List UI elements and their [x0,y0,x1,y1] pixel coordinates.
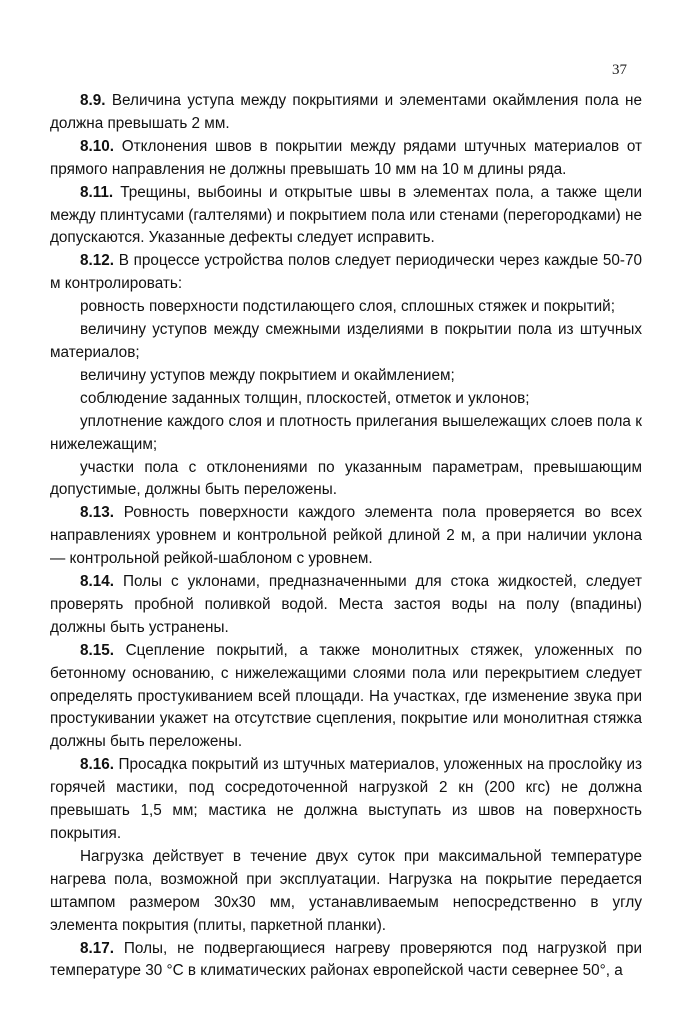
paragraph-text: участки пола с отклонениями по указанным параметрам, превышающим допустимые, должны быть переложены. [50,458,642,499]
paragraph-8-10 [50,136,642,182]
list-item [50,365,642,388]
paragraph-8-14 [50,571,642,640]
paragraph-load-note [50,846,642,938]
paragraph-8-16 [50,754,642,846]
paragraph-text: Просадка покрытий из штучных материалов, уложенных на прослойку из горячей мастики, под сосредоточенной нагрузкой 2 кн (200 кгс) не должна превышать 1,5 мм; мастика не должна выступать из швов на поверхность покрытия. [50,756,643,842]
paragraph-text: величину уступов между смежными изделиями в покрытии пола из штучных материалов; [50,321,642,361]
document-body [50,90,642,983]
clause-number: 8.17. [80,939,115,957]
paragraph-text: Полы, не подвергающиеся нагреву проверяются под нагрузкой при температуре 30 °С в климатических районах европейской части севернее 50°, а [50,939,642,980]
paragraph-text: Трещины, выбоины и открытые швы в элементах пола, а также щели между плинтусами (галтелями) и покрытием пола или стенами (перегородками) не допускаются. Указанные дефекты следует исправить. [50,183,642,247]
paragraph-text: уплотнение каждого слоя и плотность прилегания вышележащих слоев пола к нижележащим; [50,412,642,453]
clause-number: 8.15. [80,641,115,659]
clause-number: 8.14. [80,573,115,591]
paragraph-text: Полы с уклонами, предназначенными для стока жидкостей, следует проверять пробной поливкой водой. Места застоя воды на полу (впадины) должны быть устранены. [50,573,642,636]
paragraph-8-11 [50,182,642,251]
paragraph-text: Сцепление покрытий, а также монолитных стяжек, уложенных по бетонному основанию, с нижележащими слоями пола или перекрытием следует определять простукиванием всей площади. На участках, где изменение звука при простукивании укажет на отсутствие сцепления, покрытие или монолитная стяжка должны быть переложены. [50,641,642,751]
paragraph-text: В процессе устройства полов следует периодически через каждые 50-70 м контролировать: [50,252,643,293]
clause-number: 8.16. [80,756,115,774]
clause-number: 8.12. [80,252,115,270]
paragraph-text: Отклонения швов в покрытии между рядами штучных материалов от прямого направления не должны превышать 10 мм на 10 м длины ряда. [50,137,642,178]
paragraph-text: ровность поверхности подстилающего слоя, сплошных стяжек и покрытий; [80,298,615,316]
paragraph-text: соблюдение заданных толщин, плоскостей, отметок и уклонов; [80,389,530,407]
paragraph-text: Ровность поверхности каждого элемента пола проверяется во всех направлениях уровнем и контрольной рейкой длиной 2 м, а при наличии уклона — контрольной рейкой-шаблоном с уровнем. [50,504,642,568]
page-number: 37 [612,62,627,78]
paragraph-8-12 [50,250,642,296]
paragraph-8-17 [50,938,642,984]
clause-number: 8.11. [80,183,114,201]
paragraph-8-9 [50,90,642,136]
paragraph-8-13 [50,502,642,571]
paragraph-text: Нагрузка действует в течение двух суток при максимальной температуре нагрева пола, возможной при эксплуатации. Нагрузка на покрытие передается штампом размером 30х30 мм, устанавливаемым непосредственно в углу элемента покрытия (плиты, паркетной планки). [50,847,642,934]
list-item [50,388,642,411]
clause-number: 8.9. [80,92,106,109]
list-item [50,411,642,457]
list-item [50,457,642,503]
list-item [50,319,642,365]
clause-number: 8.13. [80,504,115,522]
paragraph-text: величину уступов между покрытием и окаймлением; [80,366,455,384]
paragraph-8-15 [50,640,642,755]
list-item [50,296,642,319]
clause-number: 8.10. [80,137,115,155]
paragraph-text: Величина уступа между покрытиями и элементами окаймления пола не должна превышать 2 мм. [50,92,642,132]
